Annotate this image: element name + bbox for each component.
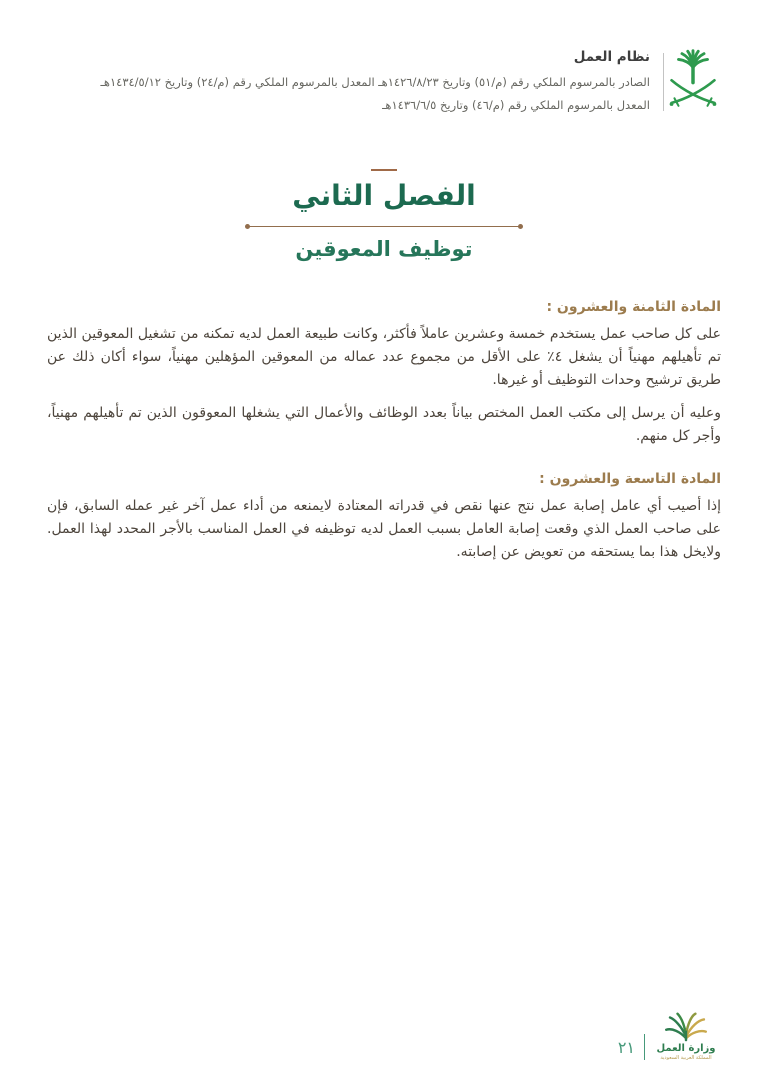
- ministry-subtitle: المملكة العربية السعودية: [660, 1055, 712, 1061]
- article-28: [47, 296, 721, 448]
- article-29: [47, 468, 721, 564]
- article-paragraph: إذا أصيب أي عامل إصابة عمل نتج عنها نقص في قدراته المعتادة لايمنعه من أداء عمل آخر غير عمله السابق، فإن على صاحب العمل الذي وقعت إصابة العامل بسبب العمل لديه توظيفه في العمل المناسب بالأجر المحدد لهذا العمل. ولايخل هذا بما يستحقه من تعويض عن إصابته.: [47, 498, 721, 560]
- footer-divider: [644, 1034, 645, 1060]
- chapter-heading-block: [0, 169, 768, 264]
- document-header: [43, 45, 722, 117]
- chapter-title: الفصل الثاني: [292, 179, 476, 212]
- ministry-palm-icon: [663, 1010, 709, 1042]
- divider-dot: [245, 224, 250, 229]
- chapter-subtitle: توظيف المعوقين: [295, 237, 473, 261]
- article-heading: المادة التاسعة والعشرون :: [539, 471, 721, 487]
- ministry-of-labor-logo: [654, 1010, 718, 1062]
- ministry-name: وزارة العمل: [656, 1043, 716, 1054]
- chapter-top-rule: [371, 169, 397, 171]
- article-paragraph: على كل صاحب عمل يستخدم خمسة وعشرين عاملاً فأكثر، وكانت طبيعة العمل لديه تمكنه من تشغيل المعوقين الذين تم تأهيلهم مهنياً أن يشغل ٤٪ على الأقل من مجموع عدد عماله من المعوقين المؤهلين مهنياً، سواء أكان ذلك عن طريق ترشيح وحدات التوظيف أو غيرها.: [47, 326, 721, 388]
- page-number: ٢١: [617, 1038, 635, 1057]
- saudi-emblem-icon: [664, 45, 722, 115]
- header-text-block: [50, 49, 650, 117]
- article-heading: المادة الثامنة والعشرون :: [546, 299, 721, 315]
- chapter-divider: [247, 226, 521, 227]
- page-footer: [618, 1010, 718, 1062]
- divider-dot: [518, 224, 523, 229]
- article-paragraph: وعليه أن يرسل إلى مكتب العمل المختص بياناً بعدد الوظائف والأعمال التي يشغلها المعوقون الذين تم تأهيلهم مهنياً، وأجر كل منهم.: [47, 405, 721, 444]
- law-title: نظام العمل: [573, 49, 650, 65]
- decree-line-2: المعدل بالمرسوم الملكي رقم (م/٤٦) وتاريخ ١٤٣٦/٦/٥هـ: [382, 98, 650, 112]
- articles-content: [47, 296, 721, 584]
- decree-line-1: الصادر بالمرسوم الملكي رقم (م/٥١) وتاريخ ١٤٢٦/٨/٢٣هـ المعدل بالمرسوم الملكي رقم (م/٢٤) وتاريخ ١٤٣٤/٥/١٢هـ: [100, 75, 650, 89]
